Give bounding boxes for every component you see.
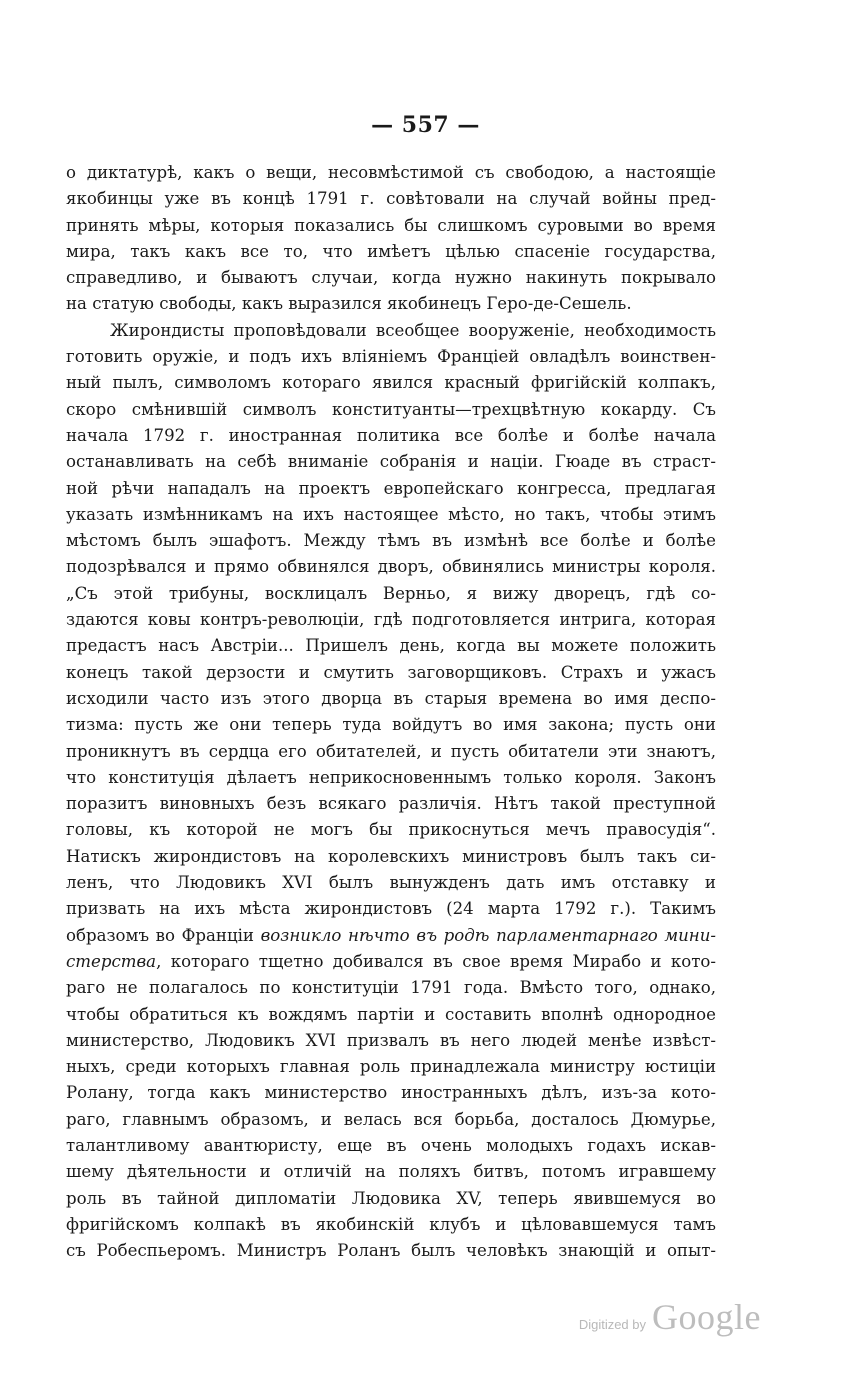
paragraph-1 [66,160,716,318]
google-logo: Google [652,1297,761,1337]
text-line: шему дѣятельности и отличій на поляхъ битвъ, потомъ игравшему [66,1162,716,1182]
text-line: съ Робеспьеромъ. Министръ Роланъ былъ человѣкъ знающій и опыт- [66,1241,716,1261]
text-line: министерство, Людовикъ XVI призвалъ въ него людей менѣе извѣст- [66,1030,716,1050]
italic-emphasis: стерства [66,951,157,971]
text-line: чтобы обратиться къ вождямъ партіи и составить вполнѣ однородное [66,1004,716,1024]
italic-emphasis: возникло нѣчто въ родѣ парламентарнаго мини- [260,925,716,945]
text-line: Ролану, тогда какъ министерство иностранныхъ дѣлъ, изъ-за кото- [66,1083,716,1103]
text-line: проникнутъ въ сердца его обитателей, и пусть обитатели эти знаютъ, [66,741,716,761]
text-line: раго, главнымъ образомъ, и велась вся борьба, досталось Дюмурье, [66,1109,716,1129]
text-line-mixed [66,949,716,975]
text-line: фригійскомъ колпакѣ въ якобинскій клубъ и цѣловавшемуся тамъ [66,1214,716,1234]
text-line: ный пылъ, символомъ котораго явился красный фригійскій колпакъ, [66,373,716,393]
text-line: раго не полагалось по конституціи 1791 года. Вмѣсто того, однако, [66,978,716,998]
text-line: Жирондисты проповѣдовали всеобщее вооруженіе, необходимость [110,320,716,340]
text-line: исходили часто изъ этого дворца въ старыя времена во имя деспо- [66,688,716,708]
text-line: ной рѣчи нападалъ на проектъ европейскаго конгресса, предлагая [66,478,716,498]
text-run: , котораго тщетно добивался въ свое время Мирабо и кото- [156,951,716,971]
text-line: о диктатурѣ, какъ о вещи, несовмѣстимой съ свободою, а настоящіе [66,163,716,182]
text-line: здаются ковы контръ-революціи, гдѣ подготовляется интрига, которая [66,610,716,630]
text-line: призвать на ихъ мѣста жирондистовъ (24 марта 1792 г.). Такимъ [66,899,716,919]
text-line: принять мѣры, которыя показались бы слишкомъ суровыми во время [66,215,716,235]
digitized-by-google-watermark [579,1296,761,1338]
page-text-body [66,160,716,1264]
text-line: конецъ такой дерзости и смутить заговорщиковъ. Страхъ и ужасъ [66,662,716,682]
text-line: указать измѣнникамъ на ихъ настоящее мѣсто, но такъ, чтобы этимъ [66,504,716,524]
text-line: Натискъ жирондистовъ на королевскихъ министровъ былъ такъ си- [66,846,716,866]
text-line: подозрѣвался и прямо обвинялся дворъ, обвинялись министры короля. [66,557,716,577]
text-line: предастъ насъ Австріи... Пришелъ день, когда вы можете положить [66,636,716,656]
text-run: образомъ во Франціи [66,925,261,945]
text-line: роль въ тайной дипломатіи Людовика XV, теперь явившемуся во [66,1188,716,1208]
text-line: мира, такъ какъ все то, что имѣетъ цѣлью спасеніе государства, [66,241,716,261]
text-line-mixed [66,923,716,949]
paragraph-2 [66,318,716,923]
text-line: мѣстомъ былъ эшафотъ. Между тѣмъ въ измѣнѣ все болѣе и болѣе [66,531,716,551]
text-line: тизма: пусть же они теперь туда войдутъ во имя закона; пусть они [66,715,716,735]
page-number: — 557 — [371,112,480,138]
text-line: скоро смѣнившій символъ конституанты—трехцвѣтную кокарду. Съ [66,399,716,419]
text-line: что конституція дѣлаетъ неприкосновеннымъ только короля. Законъ [66,767,716,787]
text-line: останавливать на себѣ вниманіе собранія и націи. Гюаде въ страст- [66,452,716,472]
text-line: на статую свободы, какъ выразился якобинецъ Геро-де-Сешель. [66,294,632,314]
text-line: справедливо, и бываютъ случаи, когда нужно накинуть покрывало [66,268,716,288]
text-line: ленъ, что Людовикъ XVI былъ вынужденъ дать имъ отставку и [66,873,716,893]
text-line: готовить оружіе, и подъ ихъ вліяніемъ Франціей овладѣлъ воинствен- [66,347,716,367]
text-line: поразитъ виновныхъ безъ всякаго различія. Нѣтъ такой преступной [66,794,716,814]
text-line: начала 1792 г. иностранная политика все болѣе и болѣе начала [66,425,716,445]
watermark-prefix: Digitized by [578,1317,647,1332]
text-line: талантливому авантюристу, еще въ очень молодыхъ годахъ искав- [66,1135,716,1155]
text-line: ныхъ, среди которыхъ главная роль принадлежала министру юстиціи [66,1057,716,1077]
text-line: головы, къ которой не могъ бы прикоснуться мечъ правосудія“. [66,820,716,840]
text-line: „Съ этой трибуны, восклицалъ Верньо, я вижу дворецъ, гдѣ со- [66,583,716,603]
paragraph-3 [66,923,716,1265]
text-line: якобинцы уже въ концѣ 1791 г. совѣтовали на случай войны пред- [66,189,716,209]
